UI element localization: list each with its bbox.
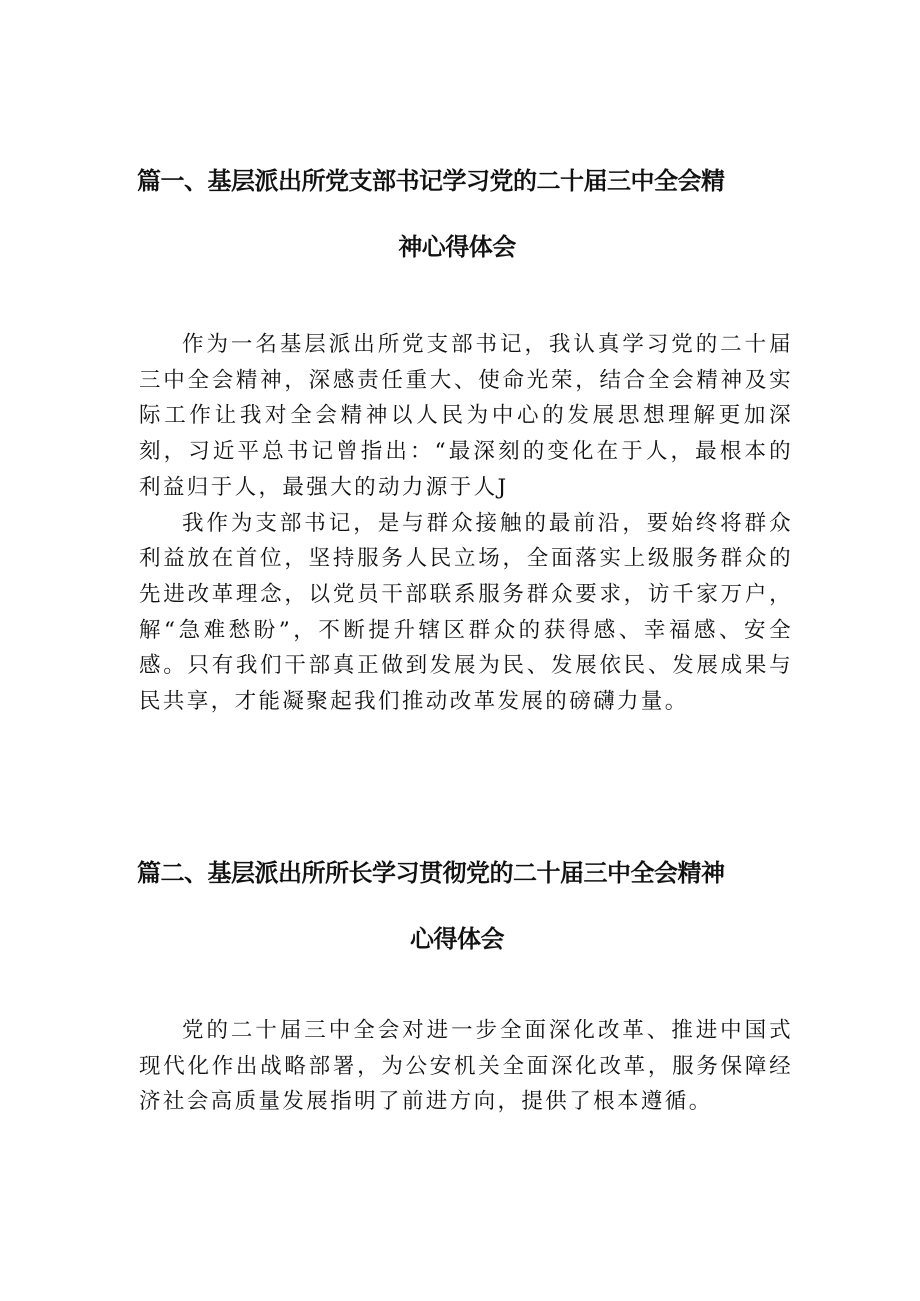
- section-2-paragraph-1: 党的二十届三中全会对进一步全面深化改革、推进中国式现代化作出战略部署，为公安机关全面深化改革，服务保障经济社会高质量发展指明了前进方向，提供了根本遵循。: [139, 1018, 793, 1115]
- section-2-title-line-2: 心得体会: [410, 925, 504, 953]
- section-1-title: [137, 148, 777, 280]
- section-1-paragraph-2: 我作为支部书记，是与群众接触的最前沿，要始终将群众利益放在首位，坚持服务人民立场，全面落实上级服务群众的先进改革理念，以党员干部联系服务群众要求，访千家万户，解“急难愁盼”，不断提升辖区群众的获得感、幸福感、安全感。只有我们干部真正做到发展为民、发展依民、发展成果与民共享，才能凝聚起我们推动改革发展的磅礴力量。: [139, 510, 793, 715]
- section-1-paragraph-1: 作为一名基层派出所党支部书记，我认真学习党的二十届三中全会精神，深感责任重大、使命光荣，结合全会精神及实际工作让我对全会精神以人民为中心的发展思想理解更加深刻，习近平总书记曾指出：“最深刻的变化在于人，最根本的利益归于人，最强大的动力源于人J: [139, 332, 793, 500]
- section-1-title-line-1: 篇一、基层派出所党支部书记学习党的二十届三中全会精: [137, 167, 725, 195]
- section-1-title-line-2: 神心得体会: [398, 233, 516, 261]
- section-2-title: [137, 840, 777, 972]
- section-2-body: [139, 1013, 793, 1120]
- section-1-body: [139, 327, 793, 720]
- section-2-title-line-1: 篇二、基层派出所所长学习贯彻党的二十届三中全会精神: [137, 859, 725, 887]
